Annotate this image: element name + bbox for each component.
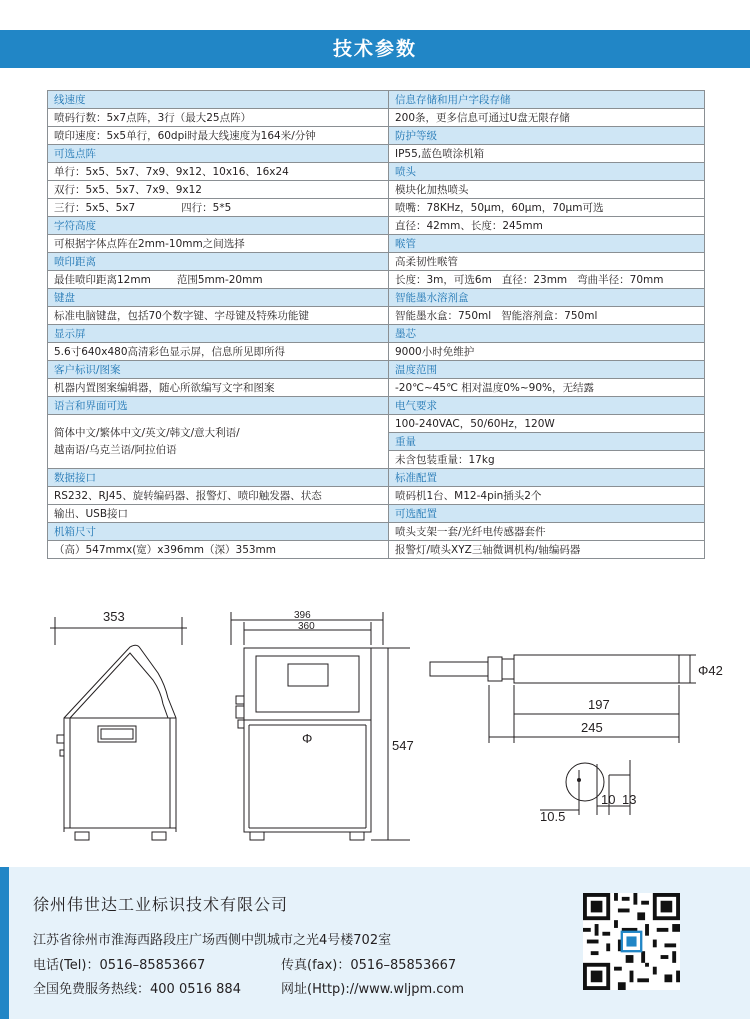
fax: 传真(fax)：0516–85853667 bbox=[281, 958, 457, 973]
contact-row bbox=[33, 978, 465, 997]
spec-value bbox=[48, 415, 389, 469]
spec-heading: 语言和界面可选 bbox=[48, 397, 389, 415]
throat-bend: 弯曲半径：70mm bbox=[577, 274, 664, 286]
spec-heading: 客户标识/图案 bbox=[48, 361, 389, 379]
dimension-drawings bbox=[0, 600, 750, 860]
language-line2: 越南语/乌克兰语/阿拉伯语 bbox=[54, 444, 177, 456]
table-row bbox=[48, 325, 705, 343]
side-view-drawing bbox=[50, 617, 187, 840]
spec-heading: 可选配置 bbox=[389, 505, 705, 523]
spec-heading: 数据接口 bbox=[48, 469, 389, 487]
distance-range: 范围5mm-20mm bbox=[176, 274, 263, 286]
table-row bbox=[48, 217, 705, 235]
table-row bbox=[48, 415, 705, 433]
spec-value: （高）547mmx(宽）x396mm（深）353mm bbox=[48, 541, 389, 559]
spec-value: 输出、USB接口 bbox=[48, 505, 389, 523]
table-row bbox=[48, 469, 705, 487]
spec-heading: 电气要求 bbox=[389, 397, 705, 415]
spec-value bbox=[48, 199, 389, 217]
table-row bbox=[48, 343, 705, 361]
table-row bbox=[48, 361, 705, 379]
spec-heading: 信息存储和用户字段存储 bbox=[389, 91, 705, 109]
front-phi-symbol: Φ bbox=[302, 731, 313, 746]
table-row bbox=[48, 145, 705, 163]
front-view-drawing bbox=[231, 612, 410, 840]
spec-heading: 防护等级 bbox=[389, 127, 705, 145]
table-row bbox=[48, 397, 705, 415]
language-line1: 简体中文/繁体中文/英文/韩文/意大利语/ bbox=[54, 427, 240, 439]
dot-matrix-quad: 四行：5*5 bbox=[181, 202, 232, 214]
website-link[interactable]: 网址(Http)://www.wljpm.com bbox=[281, 982, 465, 997]
spec-value: 高柔韧性喉管 bbox=[389, 253, 705, 271]
spec-value: 9000小时免维护 bbox=[389, 343, 705, 361]
spec-heading: 重量 bbox=[389, 433, 705, 451]
table-row bbox=[48, 235, 705, 253]
dim-353: 353 bbox=[103, 609, 125, 624]
spec-value: 喷头支架一套/光纤电传感器套件 bbox=[389, 523, 705, 541]
dim-396: 396 bbox=[294, 610, 311, 621]
spec-table bbox=[47, 90, 705, 559]
spec-value: 100-240VAC，50/60Hz，120W bbox=[389, 415, 705, 433]
spec-value: RS232、RJ45、旋转编码器、报警灯、喷印触发器、状态 bbox=[48, 487, 389, 505]
table-row bbox=[48, 271, 705, 289]
table-row bbox=[48, 307, 705, 325]
spec-value: IP55,蓝色喷涂机箱 bbox=[389, 145, 705, 163]
dim-547: 547 bbox=[392, 738, 414, 753]
spec-value: 喷嘴：78KHz，50μm，60μm，70μm可选 bbox=[389, 199, 705, 217]
spec-heading: 可选点阵 bbox=[48, 145, 389, 163]
spec-value: 单行：5x5、5x7、7x9、9x12、10x16、16x24 bbox=[48, 163, 389, 181]
spec-heading: 喉管 bbox=[389, 235, 705, 253]
spec-heading: 线速度 bbox=[48, 91, 389, 109]
spec-value: 喷码行数：5x7点阵，3行（最大25点阵） bbox=[48, 109, 389, 127]
table-row bbox=[48, 199, 705, 217]
table-row bbox=[48, 127, 705, 145]
solvent-box: 智能溶剂盒：750ml bbox=[501, 310, 598, 322]
hotline: 全国免费服务热线：400 0516 884 bbox=[33, 982, 241, 997]
ink-box: 智能墨水盒：750ml bbox=[395, 310, 492, 322]
spec-value bbox=[48, 271, 389, 289]
spec-value bbox=[389, 271, 705, 289]
spec-value bbox=[389, 307, 705, 325]
telephone: 电话(Tel)：0516–85853667 bbox=[33, 958, 206, 973]
dim-197: 197 bbox=[588, 697, 610, 712]
table-row bbox=[48, 289, 705, 307]
head-dots bbox=[577, 778, 581, 782]
qr-code-icon bbox=[583, 893, 680, 990]
page-title: 技术参数 bbox=[332, 38, 417, 60]
spec-heading: 喷印距离 bbox=[48, 253, 389, 271]
footer bbox=[0, 867, 750, 1019]
contact-row bbox=[33, 954, 457, 973]
spec-value: 模块化加热喷头 bbox=[389, 181, 705, 199]
spec-value: 未含包装重量：17kg bbox=[389, 451, 705, 469]
throat-length: 长度：3m，可选6m bbox=[395, 274, 492, 286]
spec-heading: 温度范围 bbox=[389, 361, 705, 379]
spec-value: 200条，更多信息可通过U盘无限存储 bbox=[389, 109, 705, 127]
spec-value: 可根据字体点阵在2mm-10mm之间选择 bbox=[48, 235, 389, 253]
spec-value: 机器内置图案编辑器，随心所欲编写文字和图案 bbox=[48, 379, 389, 397]
table-row bbox=[48, 487, 705, 505]
table-row bbox=[48, 505, 705, 523]
spec-heading: 字符高度 bbox=[48, 217, 389, 235]
table-row bbox=[48, 181, 705, 199]
spec-heading: 键盘 bbox=[48, 289, 389, 307]
table-row bbox=[48, 253, 705, 271]
dim-10-5: 10.5 bbox=[540, 809, 566, 824]
spec-value: 喷印速度：5x5单行，60dpi时最大线速度为164米/分钟 bbox=[48, 127, 389, 145]
footer-accent-bar bbox=[0, 867, 9, 1019]
spec-heading: 智能墨水溶剂盒 bbox=[389, 289, 705, 307]
company-address: 江苏省徐州市淮海西路段庄广场西侧中凯城市之光4号楼702室 bbox=[33, 933, 392, 948]
dim-360: 360 bbox=[298, 621, 315, 632]
company-name: 徐州伟世达工业标识技术有限公司 bbox=[33, 895, 289, 914]
spec-value: 标准电脑键盘，包括70个数字键、字母键及特殊功能键 bbox=[48, 307, 389, 325]
spec-value: 双行：5x5、5x7、7x9、9x12 bbox=[48, 181, 389, 199]
table-row bbox=[48, 541, 705, 559]
dim-245: 245 bbox=[581, 720, 603, 735]
table-row bbox=[48, 109, 705, 127]
spec-heading: 标准配置 bbox=[389, 469, 705, 487]
spec-value: 5.6寸640x480高清彩色显示屏，信息所见即所得 bbox=[48, 343, 389, 361]
table-row bbox=[48, 379, 705, 397]
distance-best: 最佳喷印距离12mm bbox=[54, 274, 151, 286]
spec-value: -20℃~45℃ 相对温度0%~90%，无结露 bbox=[389, 379, 705, 397]
print-head-drawing bbox=[430, 655, 696, 815]
table-row bbox=[48, 91, 705, 109]
throat-diameter: 直径：23mm bbox=[501, 274, 568, 286]
spec-value: 报警灯/喷头XYZ三轴微调机构/轴编码器 bbox=[389, 541, 705, 559]
dim-13: 13 bbox=[622, 792, 637, 807]
spec-heading: 墨芯 bbox=[389, 325, 705, 343]
spec-heading: 喷头 bbox=[389, 163, 705, 181]
table-row bbox=[48, 163, 705, 181]
spec-heading: 显示屏 bbox=[48, 325, 389, 343]
spec-value: 直径：42mm、长度：245mm bbox=[389, 217, 705, 235]
dim-10: 10 bbox=[601, 792, 616, 807]
table-row bbox=[48, 523, 705, 541]
title-banner bbox=[0, 30, 750, 68]
spec-heading: 机箱尺寸 bbox=[48, 523, 389, 541]
spec-value: 喷码机1台、M12-4pin插头2个 bbox=[389, 487, 705, 505]
dot-matrix-triple: 三行：5x5、5x7 bbox=[54, 202, 136, 214]
dim-phi42: Φ42 bbox=[698, 663, 723, 678]
